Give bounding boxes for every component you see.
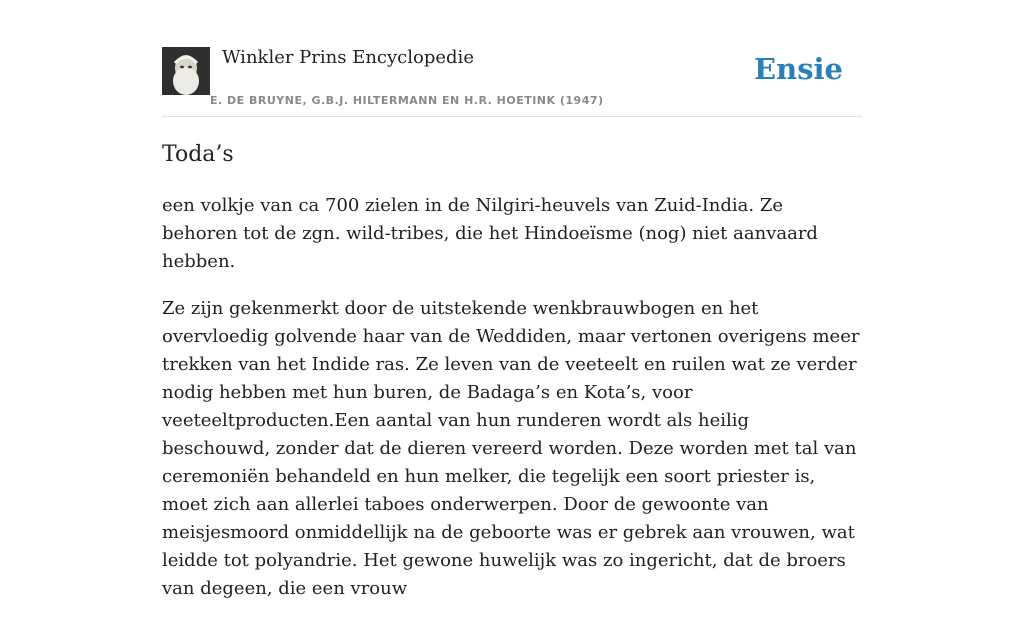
article-body bbox=[162, 192, 862, 622]
portrait-photo-icon[interactable] bbox=[162, 47, 210, 95]
brand-logo[interactable]: Ensie bbox=[754, 52, 843, 86]
page bbox=[162, 0, 862, 599]
article-title: Toda’s bbox=[162, 142, 234, 167]
site-title[interactable]: Winkler Prins Encyclopedie bbox=[222, 47, 474, 68]
authors-byline: E. DE BRUYNE, G.B.J. HILTERMANN EN H.R. HOETINK (1947) bbox=[210, 94, 604, 107]
article-paragraph: Ze zijn gekenmerkt door de uitstekende wenkbrauwbogen en het overvloedig golvende haar van de Weddiden, maar vertonen overigens meer trekken van het Indide ras. Ze leven van de veeteelt en ruilen wat ze verder nodig hebben met hun buren, de Badaga’s en Kota’s, voor veeteeltproducten.Een aantal van hun runderen wordt als heilig beschouwd, zonder dat de dieren vereerd worden. Deze worden met tal van ceremoniën behandeld en hun melker, die tegelijk een soort priester is, moet zich aan allerlei taboes onderwerpen. Door de gewoonte van meisjesmoord onmiddellijk na de geboorte was er gebrek aan vrouwen, wat leidde tot polyandrie. Het gewone huwelijk was zo ingericht, dat de broers van degeen, die een vrouw bbox=[162, 298, 860, 599]
header bbox=[162, 0, 862, 117]
article-paragraph: een volkje van ca 700 zielen in de Nilgiri-heuvels van Zuid-India. Ze behoren tot de zgn. wild-tribes, die het Hindoeïsme (nog) niet aanvaard hebben. bbox=[162, 195, 818, 272]
